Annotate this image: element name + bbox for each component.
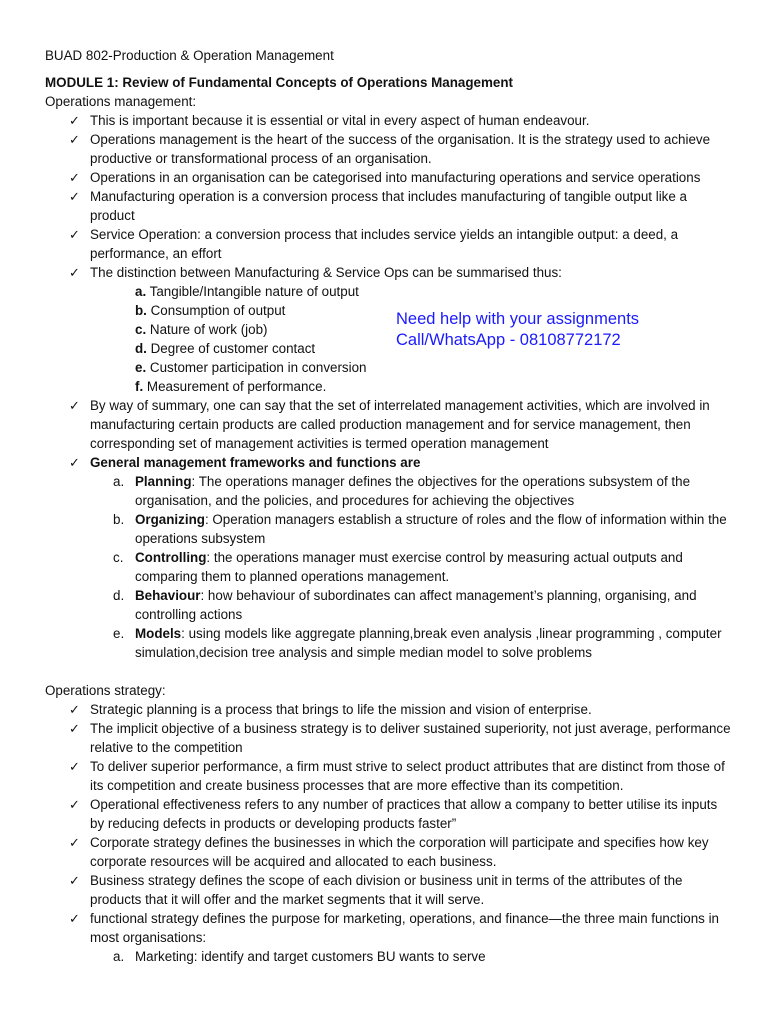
check-mark-icon: ✓ — [69, 759, 80, 774]
list-item: d. Behaviour: how behaviour of subordinates can affect management’s planning, organising, and controlling actions — [113, 588, 697, 622]
check-mark-icon: ✓ — [69, 835, 80, 850]
list-item: d. Degree of customer contact — [135, 341, 316, 356]
list-item: c. Nature of work (job) — [135, 322, 268, 337]
list-item: e. Customer participation in conversion — [135, 360, 367, 375]
list-item: ✓ The distinction between Manufacturing & Service Ops can be summarised thus: — [69, 265, 562, 280]
functional-strategy-list — [45, 947, 735, 966]
list-item: ✓ Operational effectiveness refers to any number of practices that allow a company to better utilise its inputs by reducing defects in products or developing products faster” — [69, 797, 718, 831]
check-mark-icon: ✓ — [69, 721, 80, 736]
frameworks-list — [45, 472, 735, 662]
list-item: ✓ Manufacturing operation is a conversion process that includes manufacturing of tangible output like a product — [69, 189, 687, 223]
list-item: ✓ To deliver superior performance, a firm must strive to select product attributes that are distinct from those of its competition and create business processes that are more effective than its competition. — [69, 759, 725, 793]
check-mark-icon: ✓ — [69, 455, 80, 470]
check-mark-icon: ✓ — [69, 265, 80, 280]
check-mark-icon: ✓ — [69, 797, 80, 812]
list-item: ✓ Corporate strategy defines the businesses in which the corporation will participate and specifies how key corporate resources will be acquired and allocated to each business. — [69, 835, 709, 869]
list-item: ✓ By way of summary, one can say that the set of interrelated management activities, which are involved in manufacturing certain products are called production management and for service management, then corresponding set of management activities is termed operation management — [69, 398, 710, 451]
list-item: f. Measurement of performance. — [135, 379, 327, 394]
check-mark-icon: ✓ — [69, 873, 80, 888]
list-item: a. Marketing: identify and target customers BU wants to serve — [113, 949, 486, 964]
list-item: ✓ functional strategy defines the purpose for marketing, operations, and finance—the three main functions in most organisations: — [69, 911, 719, 945]
check-mark-icon: ✓ — [69, 702, 80, 717]
check-mark-icon: ✓ — [69, 170, 80, 185]
assignment-help-ad — [396, 309, 639, 351]
check-mark-icon: ✓ — [69, 227, 80, 242]
check-mark-icon: ✓ — [69, 911, 80, 926]
list-item: a. Planning: The operations manager defines the objectives for the operations subsystem of the organisation, and the policies, and procedures for achieving the objectives — [113, 474, 691, 508]
ops-management-heading: Operations management: — [45, 94, 197, 109]
check-mark-icon: ✓ — [69, 398, 80, 413]
section-spacer — [45, 662, 735, 681]
ops-strategy-bullets — [45, 700, 735, 947]
list-item: b. Organizing: Operation managers establish a structure of roles and the flow of information within the operations subsystem — [113, 512, 727, 546]
check-mark-icon: ✓ — [69, 189, 80, 204]
list-item: e. Models: using models like aggregate planning,break even analysis ,linear programming , computer simulation,decision tree analysis and simple median model to solve problems — [113, 626, 722, 660]
list-item: ✓ Business strategy defines the scope of each division or business unit in terms of the attributes of the products that it will offer and the market segments that it will serve. — [69, 873, 683, 907]
list-item: ✓ The implicit objective of a business strategy is to deliver sustained superiority, not just average, performance relative to the competition — [69, 721, 731, 755]
list-item: a. Tangible/Intangible nature of output — [135, 284, 359, 299]
ad-line-1: Need help with your assignments — [396, 310, 640, 328]
list-item: ✓ Operations in an organisation can be categorised into manufacturing operations and service operations — [69, 170, 701, 185]
list-item — [45, 453, 735, 472]
ops-management-bullets — [45, 111, 735, 282]
course-title: BUAD 802-Production & Operation Management — [45, 48, 334, 63]
check-mark-icon: ✓ — [69, 132, 80, 147]
list-item: ✓ Strategic planning is a process that brings to life the mission and vision of enterprise. — [69, 702, 592, 717]
ops-strategy-heading: Operations strategy: — [45, 683, 166, 698]
list-item: c. Controlling: the operations manager must exercise control by measuring actual outputs and comparing them to planned operations management. — [113, 550, 683, 584]
document-page — [45, 46, 735, 966]
module-title: MODULE 1: Review of Fundamental Concepts of Operations Management — [45, 75, 513, 90]
list-item: ✓ This is important because it is essential or vital in every aspect of human endeavour. — [69, 113, 590, 128]
check-mark-icon: ✓ — [69, 113, 80, 128]
list-item: ✓ Service Operation: a conversion process that includes service yields an intangible output: a deed, a performance, an effort — [69, 227, 679, 261]
summary-bullets — [45, 396, 735, 472]
list-item: ✓ Operations management is the heart of the success of the organisation. It is the strategy used to achieve productive or transformational process of an organisation. — [69, 132, 711, 166]
ad-line-2: Call/WhatsApp - 08108772172 — [396, 331, 621, 349]
list-item: b. Consumption of output — [135, 303, 286, 318]
frameworks-heading: General management frameworks and functions are — [90, 455, 421, 470]
